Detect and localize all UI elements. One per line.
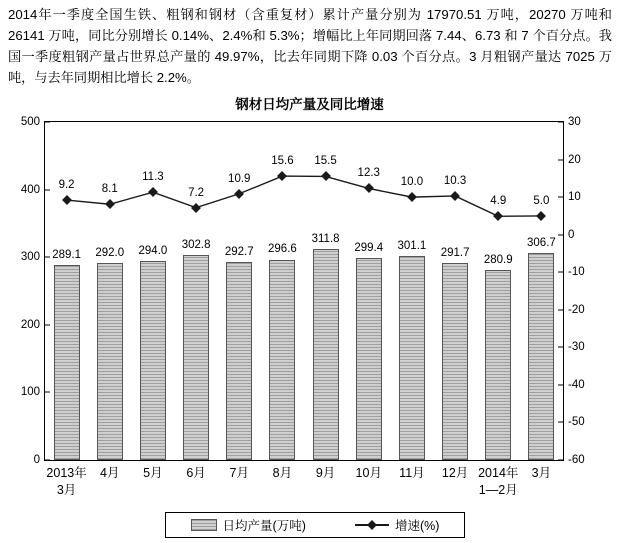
line-value-label: 15.6 bbox=[271, 155, 294, 168]
line-value-label: 7.2 bbox=[188, 186, 205, 199]
bar-value-label: 280.9 bbox=[483, 254, 513, 267]
line-value-label: 9.2 bbox=[58, 179, 75, 192]
y-axis-left-tick-mark bbox=[45, 257, 50, 258]
x-axis-category-label: 9月 bbox=[315, 466, 336, 480]
legend-item-line bbox=[355, 516, 439, 534]
y-axis-left-tick-mark bbox=[45, 324, 50, 325]
bar-value-label: 296.6 bbox=[268, 243, 297, 256]
chart-plot-wrapper bbox=[0, 113, 619, 497]
y-axis-right-tick-mark bbox=[558, 460, 563, 461]
y-axis-right-tick-mark bbox=[558, 384, 563, 385]
chart-title: 钢材日均产量及同比增速 bbox=[235, 97, 384, 112]
y-axis-left-tick-label: 0 bbox=[33, 454, 40, 466]
y-axis-right-tick-label: 20 bbox=[568, 153, 581, 166]
chart-legend bbox=[165, 512, 465, 538]
line-value-label: 10.0 bbox=[400, 176, 424, 189]
y-axis-right-tick-mark bbox=[558, 159, 563, 160]
bar-value-label: 311.8 bbox=[311, 233, 340, 246]
y-axis-left-tick-mark bbox=[45, 122, 50, 123]
x-axis-category-label: 8月 bbox=[272, 466, 293, 480]
bar bbox=[226, 262, 252, 460]
y-axis-left-tick-label: 200 bbox=[20, 318, 40, 331]
bar bbox=[399, 256, 425, 460]
y-axis-right-tick-label: -50 bbox=[568, 416, 585, 429]
y-axis-left-tick-mark bbox=[45, 392, 50, 393]
y-axis-right-tick-mark bbox=[558, 197, 563, 198]
line-value-label: 15.5 bbox=[314, 155, 337, 168]
bar bbox=[269, 260, 295, 461]
bar-value-label: 302.8 bbox=[181, 239, 211, 252]
y-axis-right-tick-mark bbox=[558, 422, 563, 423]
line-value-label: 10.9 bbox=[228, 172, 251, 185]
y-axis-right-tick-mark bbox=[558, 122, 563, 123]
x-axis-category-label: 4月 bbox=[100, 466, 120, 480]
y-axis-right-tick-label: -20 bbox=[568, 303, 585, 316]
x-axis-category-label: 5月 bbox=[143, 466, 163, 480]
y-axis-left-tick-label: 300 bbox=[20, 251, 40, 264]
x-axis-category-label: 7月 bbox=[229, 466, 249, 480]
y-axis-left-tick-mark bbox=[45, 189, 50, 190]
line-value-label: 11.3 bbox=[142, 171, 164, 184]
line-value-label: 8.1 bbox=[101, 183, 118, 196]
y-axis-right-tick-mark bbox=[558, 272, 563, 273]
line-value-label: 4.9 bbox=[490, 195, 507, 208]
bar-value-label: 292.7 bbox=[224, 246, 254, 259]
line-value-label: 10.3 bbox=[443, 174, 467, 187]
y-axis-right-tick-label: -10 bbox=[568, 266, 585, 279]
bar-value-label: 299.4 bbox=[354, 241, 384, 254]
bar bbox=[442, 263, 468, 460]
plot-area bbox=[20, 116, 585, 497]
legend-line-label: 增速(%) bbox=[394, 519, 440, 533]
x-axis-category-label: 12月 bbox=[441, 466, 469, 480]
line-value-label: 12.3 bbox=[357, 167, 380, 180]
y-axis-left-tick-label: 100 bbox=[20, 386, 40, 399]
y-axis-right-tick-mark bbox=[558, 234, 563, 235]
y-axis-right-tick-label: -30 bbox=[568, 341, 585, 354]
y-axis-right-tick-label: 30 bbox=[568, 116, 581, 128]
x-axis-category-label: 10月 bbox=[355, 466, 382, 480]
bar-value-label: 301.1 bbox=[397, 240, 427, 253]
y-axis-left-tick-label: 500 bbox=[20, 116, 40, 128]
y-axis-left-tick-label: 400 bbox=[20, 183, 40, 196]
x-axis-category-label: 2013年 3月 bbox=[46, 466, 87, 497]
y-axis-right-tick-mark bbox=[558, 347, 563, 348]
bar bbox=[485, 270, 511, 460]
y-axis-right-tick-label: -60 bbox=[568, 454, 585, 466]
bar-value-label: 289.1 bbox=[52, 248, 81, 261]
legend-line-swatch bbox=[355, 519, 389, 531]
y-axis-left-tick-mark bbox=[45, 460, 50, 461]
bar-value-label: 291.7 bbox=[440, 246, 470, 259]
bar bbox=[313, 249, 339, 460]
y-axis-right-tick-label: 0 bbox=[568, 228, 575, 241]
bar bbox=[97, 263, 123, 460]
bar bbox=[356, 258, 382, 460]
y-axis-right-tick-label: -40 bbox=[568, 378, 585, 391]
line-value-label: 5.0 bbox=[533, 194, 550, 207]
x-axis-category-label: 2014年 1—2月 bbox=[478, 466, 519, 497]
legend-item-bar bbox=[191, 516, 306, 534]
legend-bar-label: 日均产量(万吨) bbox=[222, 519, 306, 533]
y-axis-right-tick-label: 10 bbox=[568, 191, 581, 204]
bar-value-label: 294.0 bbox=[138, 245, 168, 258]
x-axis-category-label: 11月 bbox=[399, 466, 425, 480]
x-axis-category-label: 3月 bbox=[531, 466, 552, 480]
legend-bar-swatch bbox=[191, 519, 217, 531]
bar bbox=[140, 261, 166, 460]
bar-value-label: 292.0 bbox=[95, 246, 125, 259]
bar bbox=[54, 265, 80, 460]
x-axis-category-label: 6月 bbox=[186, 466, 206, 480]
bar bbox=[528, 253, 554, 460]
intro-paragraph: 2014年一季度全国生铁、粗钢和钢材（含重复材）累计产量分别为 17970.51 万吨，20270 万吨和 26141 万吨，同比分别增长 0.14%、2.4%和 5.3%；增幅比上年同期回落 7.44、6.73 和 7 个百分点。我国一季度粗钢产量占世界总产量的 49.97%，比去年同期下降 0.03 个百分点。3 月粗钢产量达 7025 万吨，与去年同期相比增长 2.2%。 bbox=[8, 7, 612, 85]
bar-value-label: 306.7 bbox=[527, 236, 556, 249]
bar bbox=[183, 255, 209, 460]
y-axis-right-tick-mark bbox=[558, 309, 563, 310]
